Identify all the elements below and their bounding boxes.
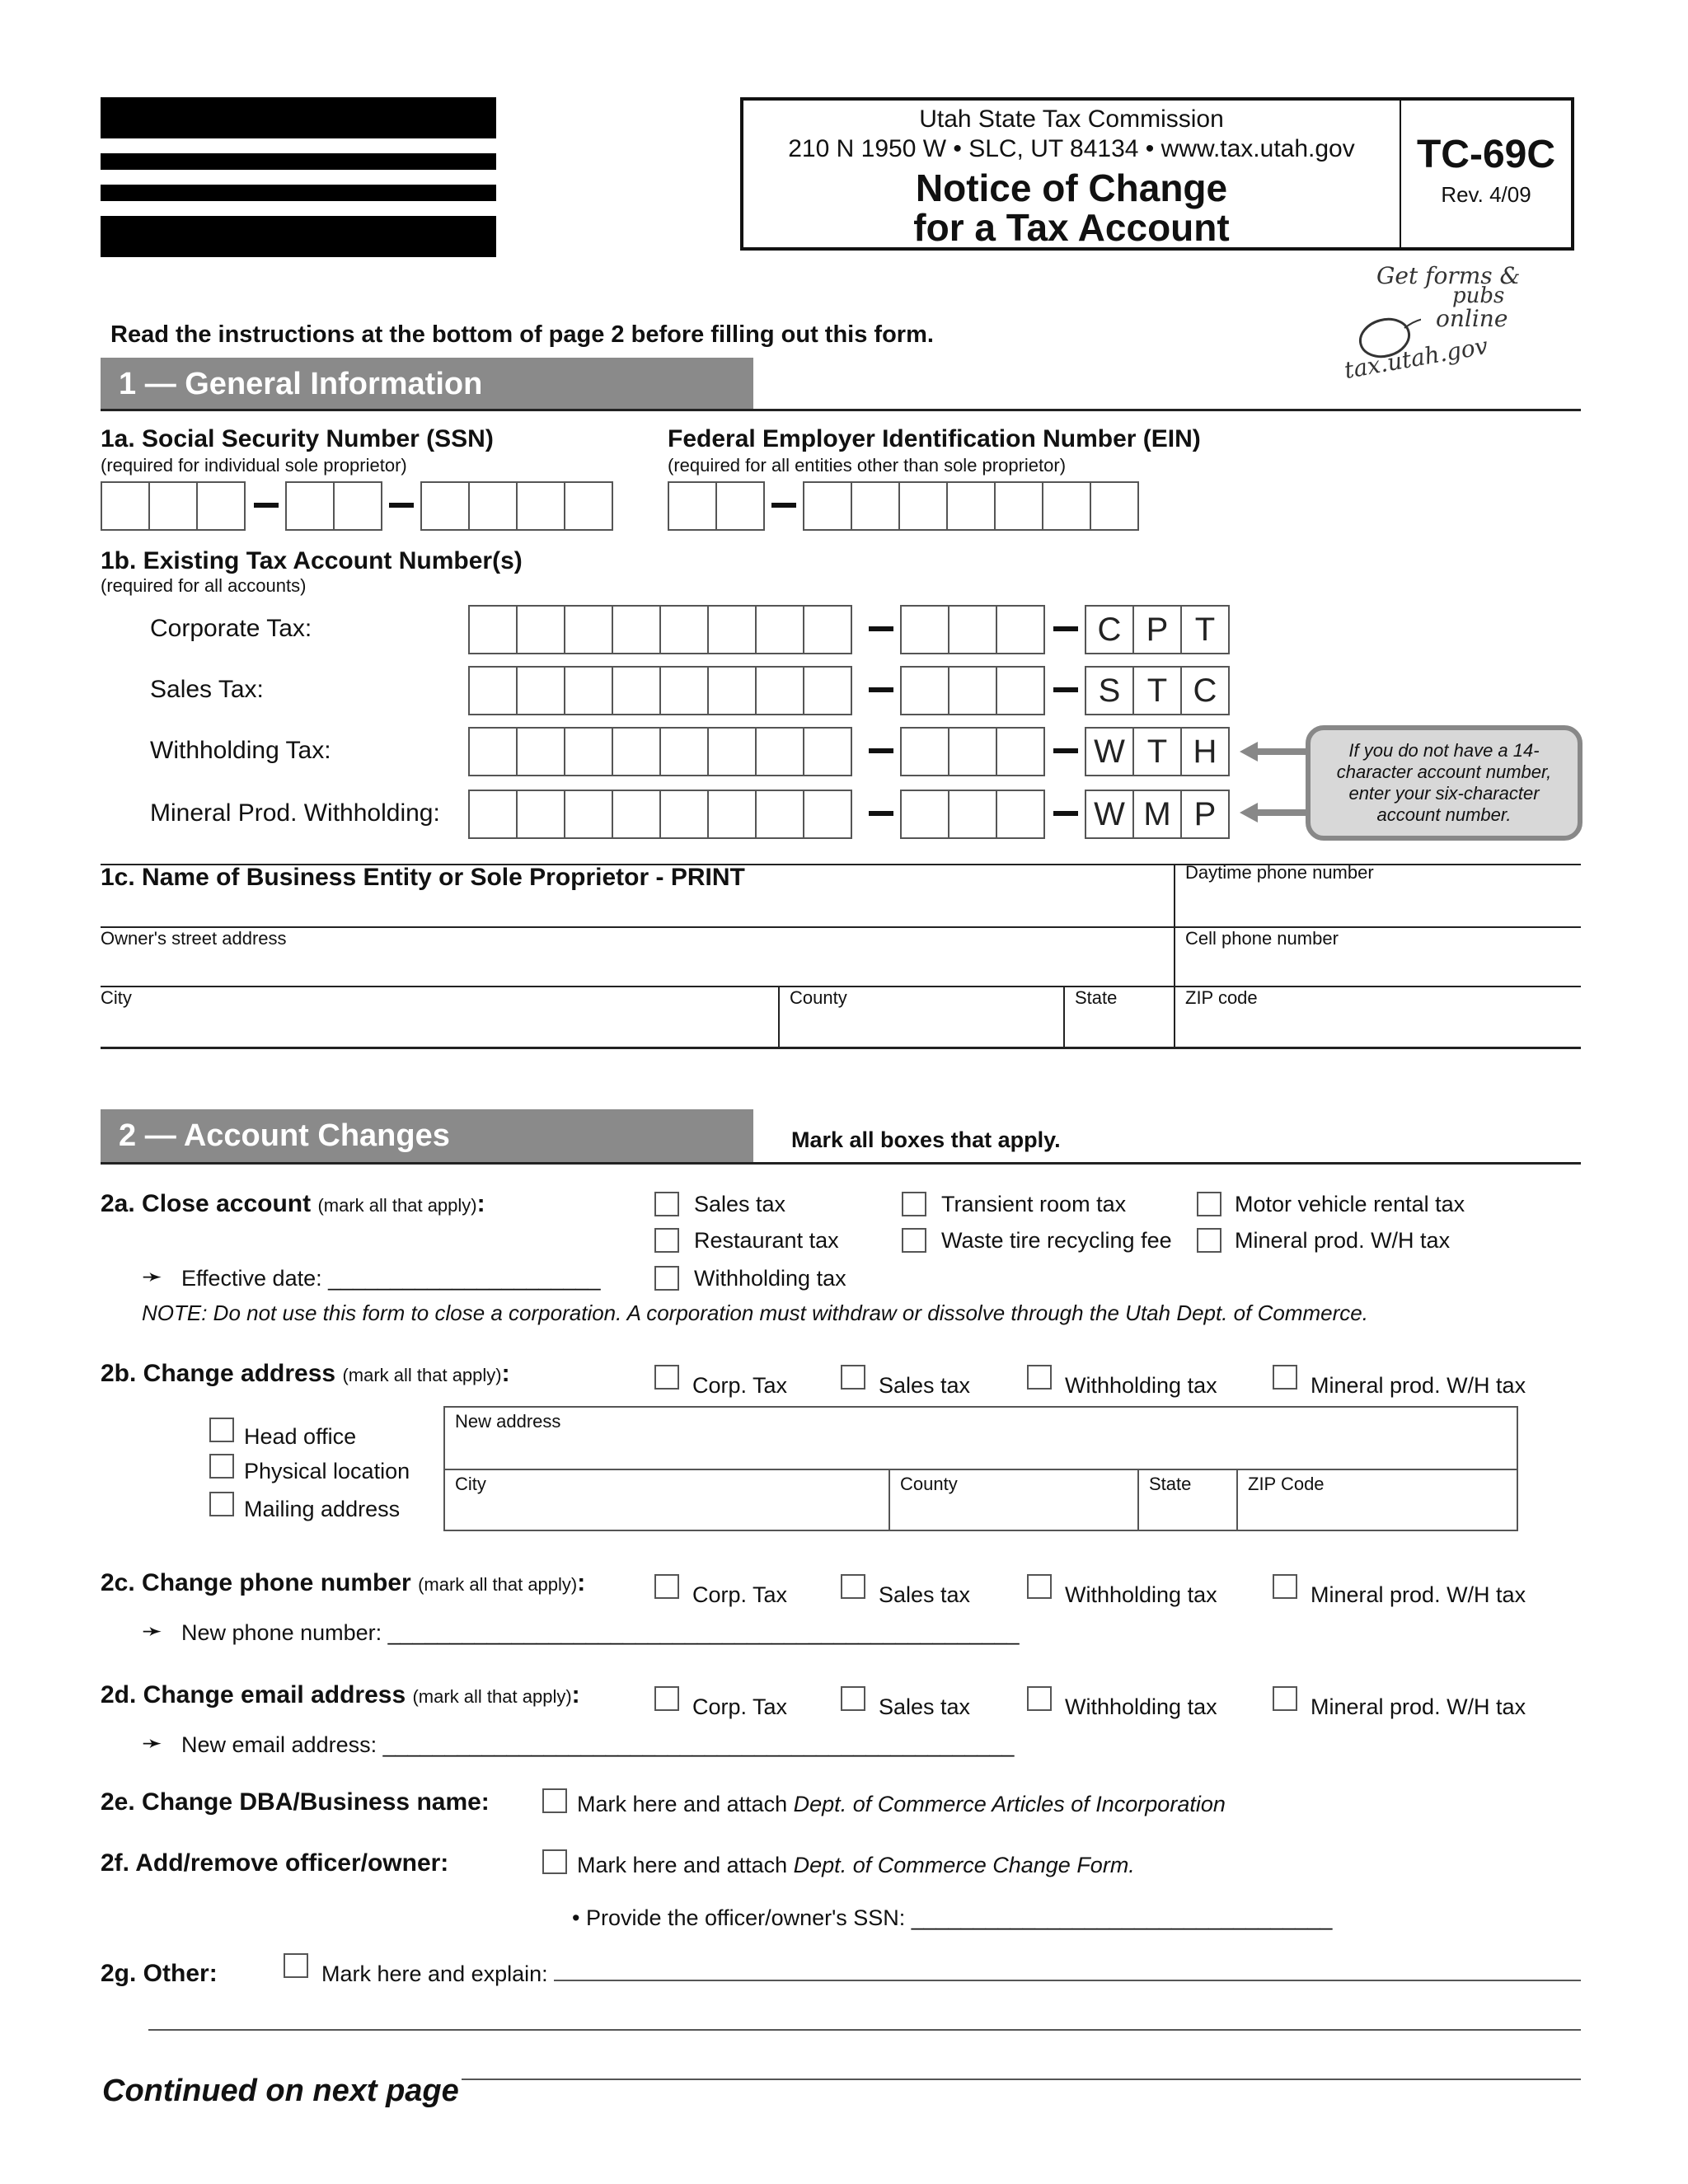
new-address-field[interactable] xyxy=(455,1434,1502,1465)
street-address-field[interactable] xyxy=(101,951,1164,984)
header-box xyxy=(740,97,1574,251)
mark-all-apply: (mark all that apply) xyxy=(317,1195,477,1216)
address-mineral-prod-checkbox[interactable] xyxy=(1273,1365,1297,1390)
city-field[interactable] xyxy=(101,1010,768,1043)
logo-text: Get forms & xyxy=(1376,262,1521,289)
change-address-title: 2b. Change address xyxy=(101,1360,336,1387)
dba-doc: Dept. of Commerce Articles of Incorporation xyxy=(793,1792,1226,1816)
suffix-letter: W xyxy=(1085,790,1134,839)
phone-withholding-tax-checkbox[interactable] xyxy=(1027,1574,1052,1599)
dash xyxy=(869,626,893,631)
account-suffix xyxy=(1085,605,1228,654)
new-zip-field[interactable] xyxy=(1248,1497,1508,1526)
new-city-field[interactable] xyxy=(455,1497,880,1526)
tax-option-label: Corp. Tax xyxy=(692,1582,788,1607)
arrow-icon: ➛ xyxy=(142,1263,163,1291)
suffix-letter: M xyxy=(1132,790,1182,839)
suffix-letter: W xyxy=(1085,727,1134,776)
suffix-letter: S xyxy=(1085,666,1134,715)
explain-line[interactable] xyxy=(462,2079,1581,2080)
street-address-label: Owner's street address xyxy=(101,928,287,949)
email-corp-tax-checkbox[interactable] xyxy=(654,1686,679,1711)
new-phone-field[interactable]: New phone number: ___________________________________________________ xyxy=(181,1620,1020,1645)
new-address-label: New address xyxy=(455,1411,561,1432)
grid-line xyxy=(1063,986,1065,1048)
close-waste-tire-checkbox[interactable] xyxy=(902,1228,926,1253)
dash xyxy=(771,503,796,508)
officer-text: Mark here and attach xyxy=(577,1853,794,1877)
colon: : xyxy=(571,1681,580,1708)
grid-line xyxy=(778,986,780,1048)
mark-all-apply: (mark all that apply) xyxy=(412,1686,572,1707)
callout-text: If you do not have a 14-character account number, enter your six-character account number. xyxy=(1336,740,1552,825)
change-dba-checkbox[interactable] xyxy=(542,1788,567,1813)
change-address-label xyxy=(101,1360,510,1388)
close-option-label: Restaurant tax xyxy=(694,1228,839,1253)
dash xyxy=(389,503,414,508)
colon: : xyxy=(476,1190,485,1217)
dash xyxy=(1053,811,1078,816)
dash xyxy=(1053,748,1078,753)
logo-text: pubs xyxy=(1452,284,1505,308)
close-option-label: Transient room tax xyxy=(941,1192,1127,1216)
agency-address: 210 N 1950 W • SLC, UT 84134 • www.tax.utah.gov xyxy=(788,135,1355,162)
tax-option-label: Mineral prod. W/H tax xyxy=(1311,1694,1526,1719)
ssn-part2[interactable] xyxy=(285,481,381,531)
account-number-part2[interactable] xyxy=(900,790,1043,839)
account-number-part2[interactable] xyxy=(900,727,1043,776)
tax-option-label: Corp. Tax xyxy=(692,1694,788,1719)
close-transient-room-checkbox[interactable] xyxy=(902,1192,926,1216)
effective-date-field[interactable]: Effective date: ______________________ xyxy=(181,1266,601,1291)
close-option-label: Motor vehicle rental tax xyxy=(1235,1192,1465,1216)
close-sales-tax-checkbox[interactable] xyxy=(654,1192,679,1216)
form-id-bar xyxy=(101,153,496,170)
address-sales-tax-checkbox[interactable] xyxy=(841,1365,865,1390)
tax-option-label: Withholding tax xyxy=(1065,1582,1217,1607)
grid-line xyxy=(1236,1469,1238,1531)
form-id-bar xyxy=(101,97,496,138)
suffix-letter: C xyxy=(1180,666,1230,715)
form-id-bar xyxy=(101,185,496,201)
other-checkbox[interactable] xyxy=(284,1953,308,1978)
mark-all-apply: (mark all that apply) xyxy=(342,1365,502,1385)
phone-mineral-prod-checkbox[interactable] xyxy=(1273,1574,1297,1599)
suffix-letter: C xyxy=(1085,605,1134,654)
section2-header: 2 — Account Changes xyxy=(101,1109,753,1162)
explain-line[interactable] xyxy=(554,1980,1581,1981)
change-email-label xyxy=(101,1681,580,1709)
city-label: City xyxy=(101,987,132,1008)
address-withholding-tax-checkbox[interactable] xyxy=(1027,1365,1052,1390)
email-withholding-tax-checkbox[interactable] xyxy=(1027,1686,1052,1711)
form-id-bar xyxy=(101,216,496,257)
dba-instruction xyxy=(577,1792,1226,1817)
dba-text: Mark here and attach xyxy=(577,1792,794,1816)
ein-part1[interactable] xyxy=(668,481,763,531)
form-revision: Rev. 4/09 xyxy=(1441,182,1531,207)
suffix-letter: H xyxy=(1180,727,1230,776)
instructions: Read the instructions at the bottom of page 2 before filling out this form. xyxy=(110,321,934,348)
close-option-label: Sales tax xyxy=(694,1192,786,1216)
grid-line xyxy=(1137,1469,1139,1531)
email-sales-tax-checkbox[interactable] xyxy=(841,1686,865,1711)
account-type-label: Mineral Prod. Withholding: xyxy=(150,799,440,827)
account-number-part1[interactable] xyxy=(468,727,851,776)
dash xyxy=(254,503,279,508)
section-rule xyxy=(101,1162,1581,1165)
account-number-note: (required for all accounts) xyxy=(101,575,307,596)
new-zip-label: ZIP Code xyxy=(1248,1474,1325,1494)
ssn-label: 1a. Social Security Number (SSN) xyxy=(101,425,494,452)
suffix-letter: T xyxy=(1180,605,1230,654)
dash xyxy=(1053,687,1078,692)
colon: : xyxy=(501,1360,510,1387)
officer-ssn-field[interactable]: • Provide the officer/owner's SSN: __________________________________ xyxy=(572,1905,1333,1930)
account-suffix xyxy=(1085,666,1228,715)
tax-option-label: Sales tax xyxy=(879,1373,971,1398)
new-county-label: County xyxy=(900,1474,958,1494)
agency-name: Utah State Tax Commission xyxy=(919,105,1224,133)
account-number-part2[interactable] xyxy=(900,605,1043,654)
officer-label: 2f. Add/remove officer/owner: xyxy=(101,1849,449,1877)
account-number-part1[interactable] xyxy=(468,666,851,715)
ssn-part1[interactable] xyxy=(101,481,244,531)
account-number-part1[interactable] xyxy=(468,605,851,654)
tax-option-label: Mineral prod. W/H tax xyxy=(1311,1373,1526,1398)
other-text: Mark here and explain: xyxy=(321,1961,548,1986)
addr-type-label: Head office xyxy=(244,1424,357,1449)
callout-arrows xyxy=(1236,733,1311,832)
change-dba-label: 2e. Change DBA/Business name: xyxy=(101,1788,490,1816)
new-city-label: City xyxy=(455,1474,486,1494)
account-type-label: Sales Tax: xyxy=(150,676,264,703)
account-type-label: Corporate Tax: xyxy=(150,615,312,642)
logo-url: tax.utah.gov xyxy=(1342,331,1490,385)
phone-sales-tax-checkbox[interactable] xyxy=(841,1574,865,1599)
explain-line[interactable] xyxy=(148,2029,1581,2031)
officer-doc: Dept. of Commerce Change Form. xyxy=(793,1853,1135,1877)
address-corp-tax-checkbox[interactable] xyxy=(654,1365,679,1390)
head-office-checkbox[interactable] xyxy=(209,1418,234,1442)
officer-instruction xyxy=(577,1853,1135,1878)
colon: : xyxy=(577,1569,586,1596)
daytime-phone-field[interactable] xyxy=(1185,890,1573,923)
close-restaurant-checkbox[interactable] xyxy=(654,1228,679,1253)
phone-corp-tax-checkbox[interactable] xyxy=(654,1574,679,1599)
county-field[interactable] xyxy=(790,1010,1053,1043)
new-state-field[interactable] xyxy=(1149,1497,1231,1526)
account-type-label: Withholding Tax: xyxy=(150,737,331,764)
tax-option-label: Sales tax xyxy=(879,1582,971,1607)
other-label: 2g. Other: xyxy=(101,1960,218,1987)
daytime-phone-label: Daytime phone number xyxy=(1185,862,1374,883)
change-phone-label xyxy=(101,1569,585,1597)
grid-line xyxy=(445,1469,1517,1470)
email-mineral-prod-checkbox[interactable] xyxy=(1273,1686,1297,1711)
close-motor-vehicle-checkbox[interactable] xyxy=(1197,1192,1221,1216)
account-suffix xyxy=(1085,727,1228,776)
dash xyxy=(869,687,893,692)
state-field[interactable] xyxy=(1075,1010,1165,1043)
suffix-letter: P xyxy=(1180,790,1230,839)
section-rule xyxy=(101,409,1581,411)
close-option-label: Mineral prod. W/H tax xyxy=(1235,1228,1451,1253)
physical-location-checkbox[interactable] xyxy=(209,1454,234,1479)
logo-text: online xyxy=(1436,305,1508,332)
suffix-letter: T xyxy=(1132,727,1182,776)
ein-note: (required for all entities other than sole proprietor) xyxy=(668,455,1067,476)
cell-phone-field[interactable] xyxy=(1185,951,1573,984)
cell-phone-label: Cell phone number xyxy=(1185,928,1339,949)
dash xyxy=(869,811,893,816)
addr-type-label: Mailing address xyxy=(244,1497,401,1521)
change-email-title: 2d. Change email address xyxy=(101,1681,406,1708)
dash xyxy=(869,748,893,753)
mark-all-apply: (mark all that apply) xyxy=(418,1574,578,1595)
ssn-note: (required for individual sole proprietor) xyxy=(101,455,407,476)
suffix-letter: P xyxy=(1132,605,1182,654)
new-email-field[interactable]: New email address: ___________________________________________________ xyxy=(181,1732,1015,1757)
close-withholding-checkbox[interactable] xyxy=(654,1266,679,1291)
dash xyxy=(1053,626,1078,631)
get-forms-online-logo xyxy=(1342,262,1525,385)
close-option-label: Waste tire recycling fee xyxy=(941,1228,1172,1253)
close-option-label: Withholding tax xyxy=(694,1266,846,1291)
suffix-letter: T xyxy=(1132,666,1182,715)
new-county-field[interactable] xyxy=(900,1497,1131,1526)
arrow-icon: ➛ xyxy=(142,1618,163,1645)
mark-all-note: Mark all boxes that apply. xyxy=(791,1127,1061,1152)
section1-header: 1 — General Information xyxy=(101,358,753,410)
ssn-part3[interactable] xyxy=(420,481,612,531)
business-name-field[interactable] xyxy=(101,890,1164,923)
addr-type-label: Physical location xyxy=(244,1459,410,1483)
business-name-label: 1c. Name of Business Entity or Sole Proprietor - PRINT xyxy=(101,864,745,891)
grid-line xyxy=(101,1047,1581,1049)
continued-note: Continued on next page xyxy=(102,2074,459,2108)
arrow-icon: ➛ xyxy=(142,1730,163,1757)
account-suffix xyxy=(1085,790,1228,839)
form-title-line1: Notice of Change xyxy=(915,166,1228,209)
zip-field[interactable] xyxy=(1185,1010,1573,1043)
tax-option-label: Corp. Tax xyxy=(692,1373,788,1398)
close-account-label xyxy=(101,1190,485,1218)
county-label: County xyxy=(790,987,847,1008)
account-number-callout xyxy=(1306,725,1582,841)
account-number-part1[interactable] xyxy=(468,790,851,839)
grid-line xyxy=(1174,864,1175,1048)
new-state-label: State xyxy=(1149,1474,1192,1494)
tax-option-label: Sales tax xyxy=(879,1694,971,1719)
account-number-part2[interactable] xyxy=(900,666,1043,715)
form-title-line2: for a Tax Account xyxy=(913,206,1230,249)
state-label: State xyxy=(1075,987,1118,1008)
officer-checkbox[interactable] xyxy=(542,1849,567,1874)
ein-part2[interactable] xyxy=(803,481,1137,531)
zip-label: ZIP code xyxy=(1185,987,1258,1008)
close-note: NOTE: Do not use this form to close a corporation. A corporation must withdraw or dissolve through the Utah Dept. of Commerce. xyxy=(142,1301,1368,1325)
tax-option-label: Withholding tax xyxy=(1065,1373,1217,1398)
new-address-box xyxy=(443,1406,1518,1531)
form-number: TC-69C xyxy=(1416,133,1556,176)
mailing-address-checkbox[interactable] xyxy=(209,1492,234,1516)
grid-line xyxy=(889,1469,890,1531)
change-phone-title: 2c. Change phone number xyxy=(101,1569,411,1596)
tax-option-label: Mineral prod. W/H tax xyxy=(1311,1582,1526,1607)
tax-option-label: Withholding tax xyxy=(1065,1694,1217,1719)
ein-label: Federal Employer Identification Number (EIN) xyxy=(668,425,1201,452)
grid-line xyxy=(101,926,1581,928)
close-mineral-prod-checkbox[interactable] xyxy=(1197,1228,1221,1253)
account-number-label: 1b. Existing Tax Account Number(s) xyxy=(101,547,523,574)
close-account-title: 2a. Close account xyxy=(101,1190,312,1217)
